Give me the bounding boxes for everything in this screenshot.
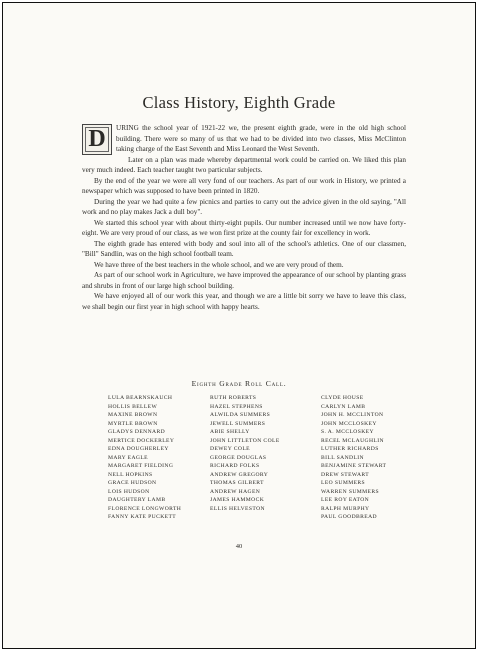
paragraph: We have three of the best teachers in the whole school, and we are very proud of them.	[94, 260, 344, 269]
dropcap-letter: D	[88, 126, 106, 152]
student-name: ELLIS HELVESTON	[210, 505, 265, 512]
page-frame	[2, 2, 476, 649]
student-name: JEWELL SUMMERS	[210, 420, 266, 427]
student-name: GLADYS DENNARD	[108, 429, 166, 435]
student-name: BENJAMINE STEWART	[321, 463, 387, 469]
student-name: LEO SUMMERS	[321, 480, 366, 486]
student-name: DAUGHTERY LAMB	[108, 497, 166, 503]
student-name: HOLLIS BELLEW	[108, 403, 158, 410]
student-name: NELL HOPKINS	[108, 471, 153, 478]
student-name: MERTICE DOCKERLEY	[108, 437, 175, 444]
paragraph-text: URING the school year of 1921-22 we, the present eighth grade, were in the old high school building. There were so many of us that we had to be divided into two classes, Miss McClinton taking charge of the East Seventh and Miss Leonard the West Seventh.	[116, 124, 406, 153]
paragraph: We started this school year with about thirty-eight pupils. Our number increased until we now have forty-eight. We are very proud of our class, as we won first prize at the county fair for excellency in work.	[82, 218, 406, 237]
roll-call-title: Eighth Grade Roll Call.	[191, 379, 287, 388]
student-name: BILL SANDLIN	[321, 454, 364, 461]
history-text	[82, 123, 406, 312]
student-name: DREW STEWART	[321, 471, 370, 478]
student-name: MARY EAGLE	[108, 454, 148, 461]
paragraph	[82, 123, 406, 155]
student-name: ALWILDA SUMMERS	[210, 412, 271, 418]
student-name: LEE ROY EATON	[321, 497, 370, 503]
student-name: PAUL GOODBREAD	[321, 514, 378, 520]
paragraph: By the end of the year we were all very fond of our teachers. As part of our work in History, we printed a newspaper which was supposed to have been printed in 1820.	[82, 176, 406, 195]
student-name: HAZEL STEPHENS	[210, 403, 263, 410]
student-name: FLORENCE LONGWORTH	[108, 505, 182, 512]
student-name: LUTHER RICHARDS	[321, 446, 379, 452]
student-name: JOHN H. MCCLINTON	[321, 412, 384, 418]
paragraph: The eighth grade has entered with body and soul into all of the school's athletics. One of our classmen, "Bill" Sandlin, was on the high school football team.	[82, 239, 406, 258]
paragraph: During the year we had quite a few picnics and parties to carry out the advice given in the old saying, "All work and no play makes Jack a dull boy".	[82, 197, 406, 216]
roll-call-list	[108, 394, 398, 534]
page-number: 40	[235, 543, 243, 550]
student-name: ANDREW HAGEN	[210, 488, 261, 495]
student-name: EDNA DOUGHERLEY	[108, 446, 169, 452]
roll-column	[321, 394, 386, 522]
paragraph: Later on a plan was made whereby departmental work could be carried on. We liked this plan very much indeed. Each teacher taught two particular subjects.	[82, 155, 406, 174]
student-name: JAMES HAMMOCK	[210, 497, 265, 503]
roll-column	[108, 394, 181, 522]
student-name: THOMAS GILBERT	[210, 480, 264, 486]
student-name: RICHARD FOLKS	[210, 463, 260, 469]
page-title: Class History, Eighth Grade	[142, 93, 336, 112]
student-name: MARGARET FIELDING	[108, 463, 174, 469]
student-name: ANDREW GREGORY	[210, 471, 269, 478]
student-name: CLYDE HOUSE	[321, 395, 364, 401]
student-name: GEORGE DOUGLAS	[210, 454, 267, 461]
student-name: MAXINE BROWN	[108, 412, 158, 418]
student-name: RUTH ROBERTS	[210, 395, 257, 401]
student-name: GRACE HUDSON	[108, 480, 157, 486]
student-name: MYRTLE BROWN	[108, 420, 158, 427]
student-name: LOIS HUDSON	[108, 488, 150, 495]
student-name: ABIE SHELLY	[210, 429, 250, 435]
student-name: JOHN LITTLETON COLE	[210, 437, 280, 444]
student-name: DEWEY COLE	[210, 446, 250, 452]
student-name: RECEL MCLAUGHLIN	[321, 437, 384, 444]
paragraph: We have enjoyed all of our work this year, and though we are a little bit sorry we have to leave this class, we shall begin our first year in high school with happy hearts.	[82, 292, 406, 311]
student-name: CARLYN LAMB	[321, 403, 366, 410]
student-name: FANNY KATE PUCKETT	[108, 514, 177, 520]
student-name: WARREN SUMMERS	[321, 488, 379, 495]
student-name: S. A. MCCLOSKEY	[321, 429, 374, 435]
paragraph: As part of our school work in Agriculture, we have improved the appearance of our school by planting grass and shrubs in front of our large high school building.	[82, 271, 406, 290]
student-name: JOHN MCCLOSKEY	[321, 420, 377, 427]
student-name: RALPH MURPHY	[321, 505, 370, 512]
student-name: LULA BEARNSKAUCH	[108, 395, 173, 401]
dropcap-ornament	[82, 124, 112, 155]
roll-column	[210, 394, 280, 513]
